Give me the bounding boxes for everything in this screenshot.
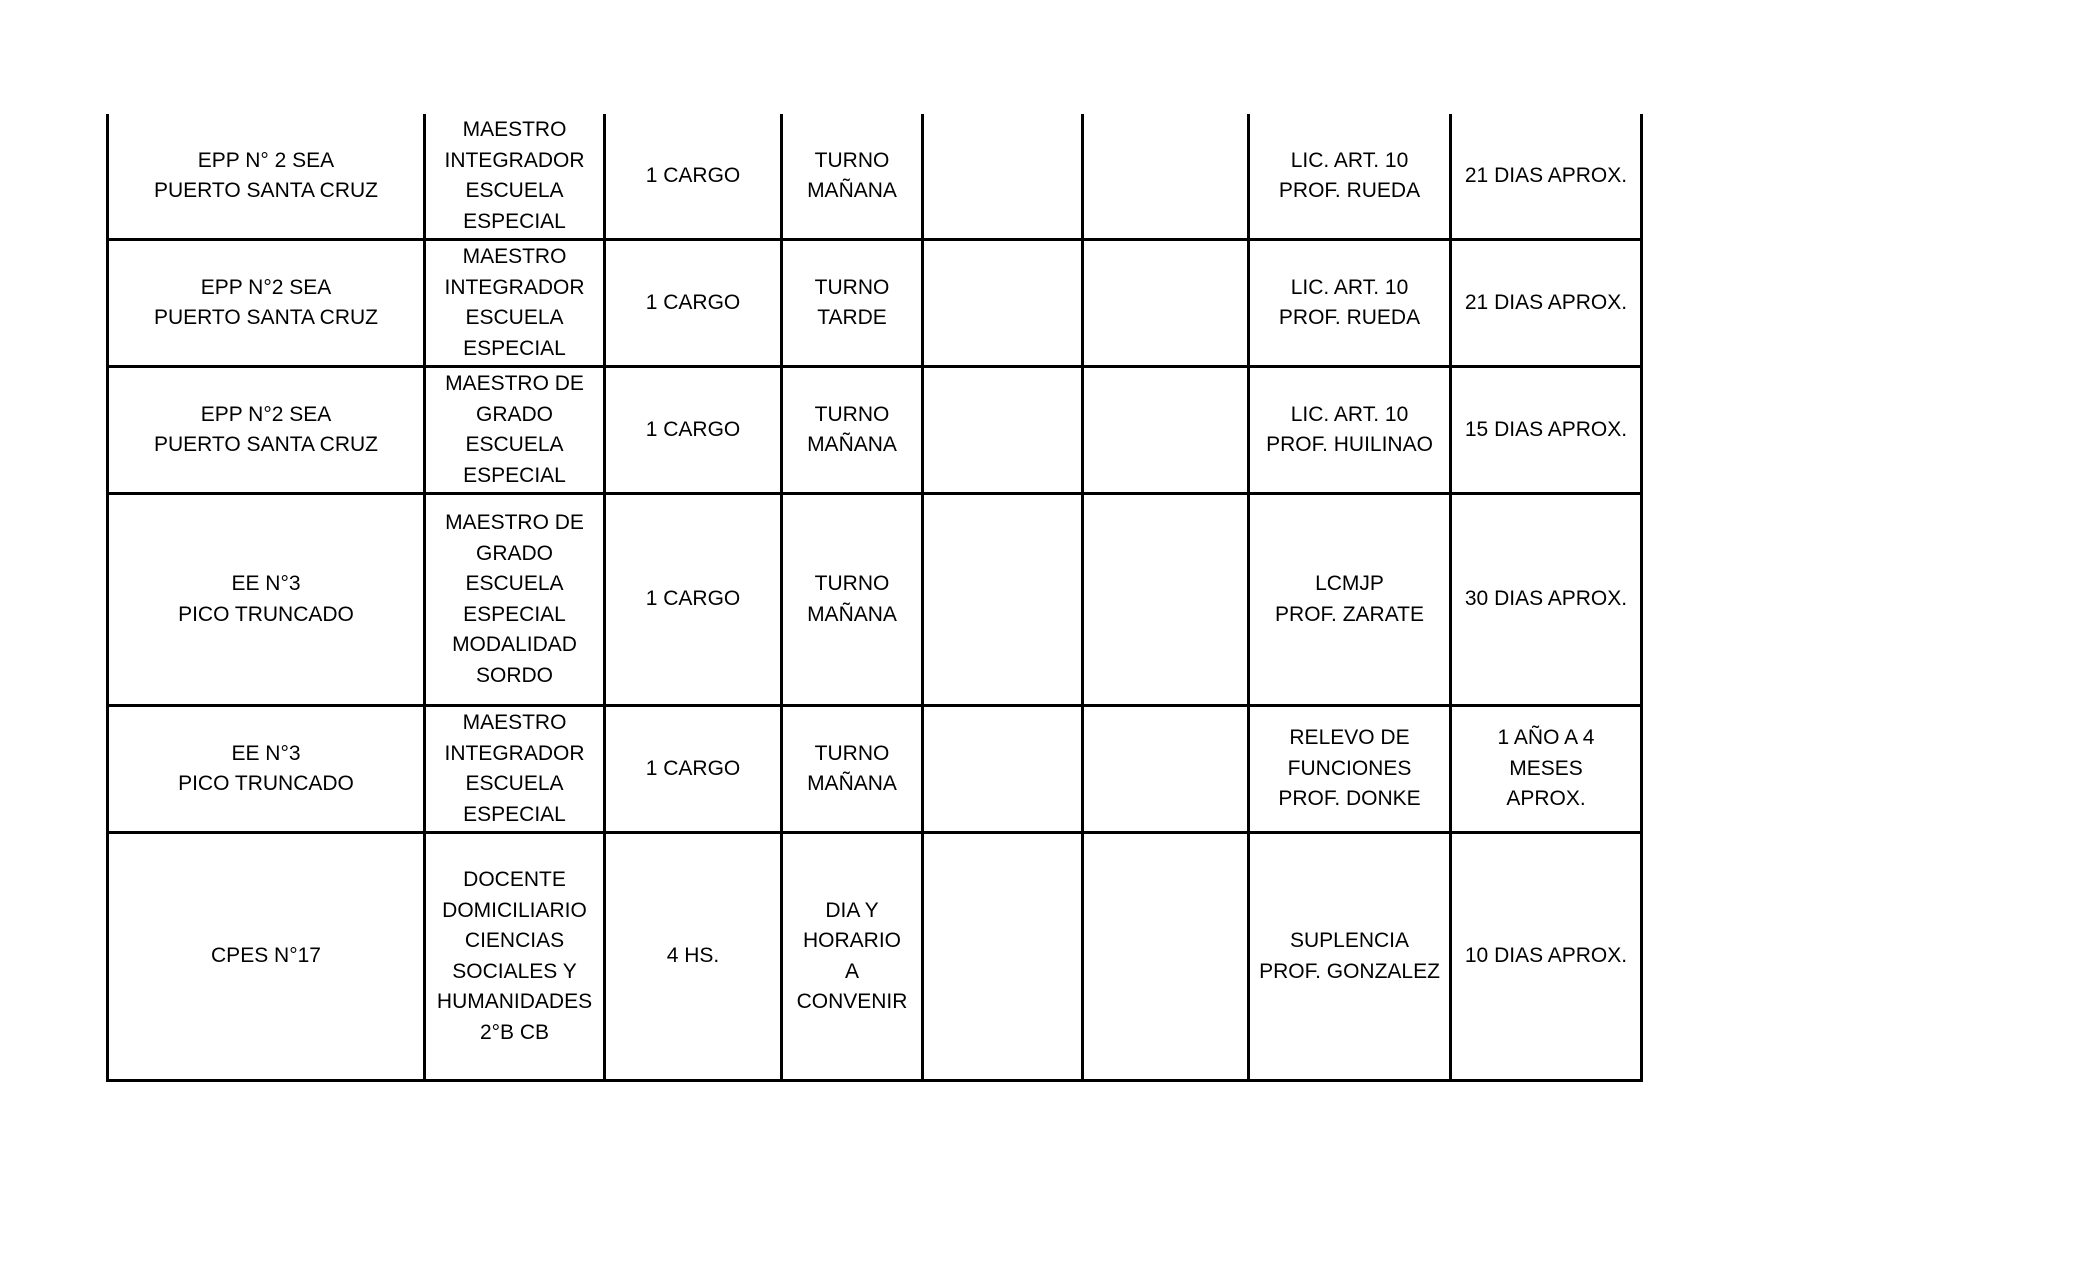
reason-cell: LIC. ART. 10 PROF. HUILINAO bbox=[1249, 367, 1451, 494]
duration-cell: 1 AÑO A 4 MESES APROX. bbox=[1451, 706, 1642, 833]
shift-cell: TURNO MAÑANA bbox=[782, 706, 923, 833]
school-cell: EE N°3 PICO TRUNCADO bbox=[108, 706, 425, 833]
position-cell: DOCENTE DOMICILIARIO CIENCIAS SOCIALES Y HUMANIDADES 2°B CB bbox=[425, 833, 605, 1081]
quantity-cell: 1 CARGO bbox=[605, 240, 782, 367]
school-cell: EE N°3 PICO TRUNCADO bbox=[108, 494, 425, 706]
empty-cell bbox=[1083, 706, 1249, 833]
shift-cell: TURNO MAÑANA bbox=[782, 367, 923, 494]
reason-cell: LCMJP PROF. ZARATE bbox=[1249, 494, 1451, 706]
duration-cell: 30 DIAS APROX. bbox=[1451, 494, 1642, 706]
quantity-cell: 1 CARGO bbox=[605, 114, 782, 240]
empty-cell bbox=[1083, 240, 1249, 367]
table-row bbox=[108, 240, 1642, 367]
shift-cell: TURNO MAÑANA bbox=[782, 114, 923, 240]
empty-cell bbox=[923, 240, 1083, 367]
table-row bbox=[108, 114, 1642, 240]
school-cell: EPP N°2 SEA PUERTO SANTA CRUZ bbox=[108, 240, 425, 367]
empty-cell bbox=[1083, 833, 1249, 1081]
table-row bbox=[108, 833, 1642, 1081]
quantity-cell: 4 HS. bbox=[605, 833, 782, 1081]
empty-cell bbox=[923, 367, 1083, 494]
quantity-cell: 1 CARGO bbox=[605, 706, 782, 833]
position-cell: MAESTRO INTEGRADOR ESCUELA ESPECIAL bbox=[425, 240, 605, 367]
duration-cell: 15 DIAS APROX. bbox=[1451, 367, 1642, 494]
quantity-cell: 1 CARGO bbox=[605, 367, 782, 494]
vacancies-table bbox=[106, 114, 1643, 1082]
reason-cell: LIC. ART. 10 PROF. RUEDA bbox=[1249, 240, 1451, 367]
empty-cell bbox=[923, 494, 1083, 706]
quantity-cell: 1 CARGO bbox=[605, 494, 782, 706]
position-cell: MAESTRO INTEGRADOR ESCUELA ESPECIAL bbox=[425, 114, 605, 240]
empty-cell bbox=[923, 833, 1083, 1081]
shift-cell: TURNO MAÑANA bbox=[782, 494, 923, 706]
school-cell: CPES N°17 bbox=[108, 833, 425, 1081]
position-cell: MAESTRO DE GRADO ESCUELA ESPECIAL bbox=[425, 367, 605, 494]
duration-cell: 21 DIAS APROX. bbox=[1451, 240, 1642, 367]
empty-cell bbox=[923, 114, 1083, 240]
empty-cell bbox=[923, 706, 1083, 833]
table-row bbox=[108, 706, 1642, 833]
duration-cell: 10 DIAS APROX. bbox=[1451, 833, 1642, 1081]
empty-cell bbox=[1083, 367, 1249, 494]
shift-cell: DIA Y HORARIO A CONVENIR bbox=[782, 833, 923, 1081]
reason-cell: SUPLENCIA PROF. GONZALEZ bbox=[1249, 833, 1451, 1081]
school-cell: EPP N°2 SEA PUERTO SANTA CRUZ bbox=[108, 367, 425, 494]
table-row bbox=[108, 494, 1642, 706]
reason-cell: RELEVO DE FUNCIONES PROF. DONKE bbox=[1249, 706, 1451, 833]
reason-cell: LIC. ART. 10 PROF. RUEDA bbox=[1249, 114, 1451, 240]
position-cell: MAESTRO INTEGRADOR ESCUELA ESPECIAL bbox=[425, 706, 605, 833]
duration-cell: 21 DIAS APROX. bbox=[1451, 114, 1642, 240]
empty-cell bbox=[1083, 494, 1249, 706]
empty-cell bbox=[1083, 114, 1249, 240]
shift-cell: TURNO TARDE bbox=[782, 240, 923, 367]
table-row bbox=[108, 367, 1642, 494]
position-cell: MAESTRO DE GRADO ESCUELA ESPECIAL MODALIDAD SORDO bbox=[425, 494, 605, 706]
school-cell: EPP N° 2 SEA PUERTO SANTA CRUZ bbox=[108, 114, 425, 240]
